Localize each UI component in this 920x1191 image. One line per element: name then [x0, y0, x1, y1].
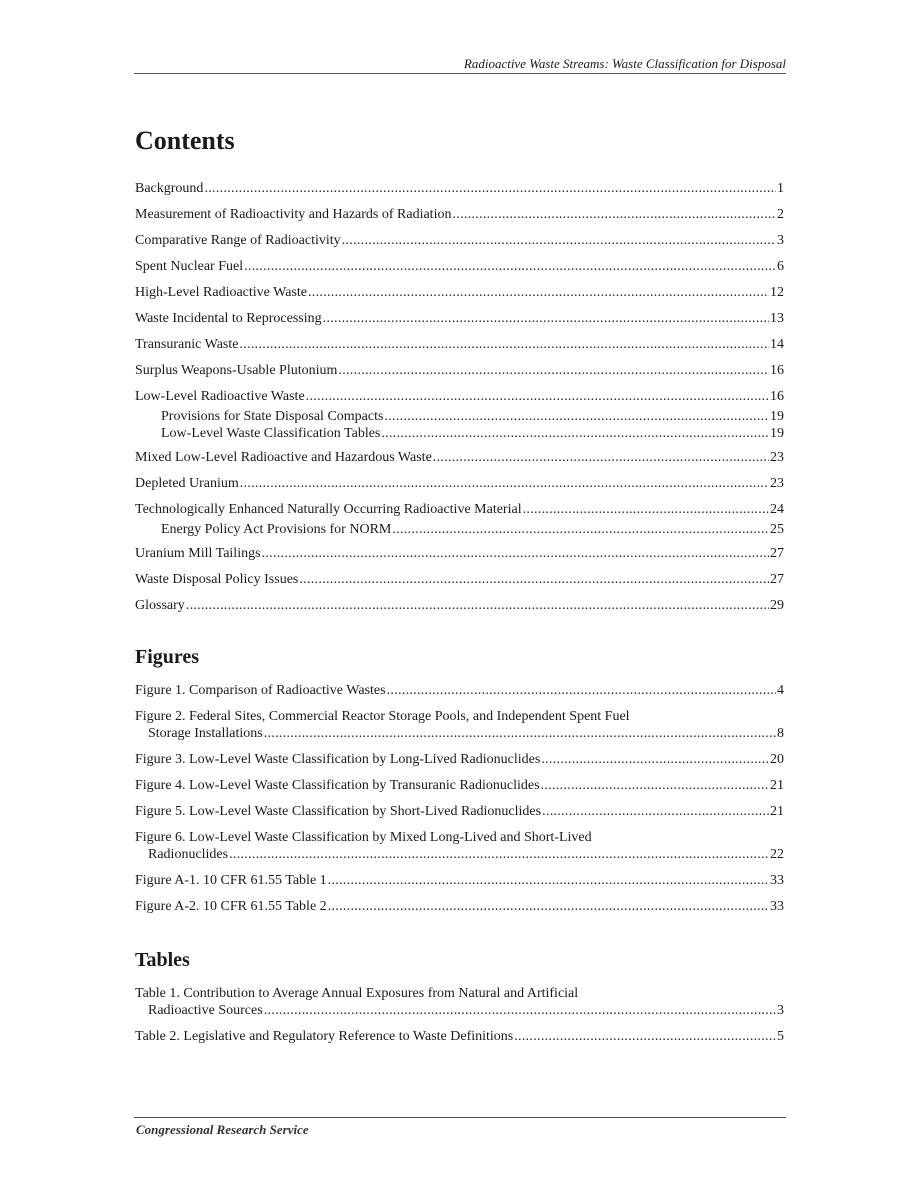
footer-rule [134, 1117, 786, 1118]
leader-dots [381, 425, 769, 442]
leader-dots [306, 388, 769, 405]
toc-label: Figure A-1. 10 CFR 61.55 Table 1 [135, 873, 327, 888]
toc-label: High-Level Radioactive Waste [135, 285, 307, 300]
toc-label: Waste Disposal Policy Issues [135, 572, 299, 587]
page-number: 6 [777, 259, 784, 274]
toc-entry[interactable] [135, 388, 784, 405]
toc-entry[interactable] [135, 501, 784, 518]
contents-list [135, 180, 784, 614]
toc-label: Measurement of Radioactivity and Hazards of Radiation [135, 207, 452, 222]
figures-section [135, 644, 784, 915]
figure-entry[interactable] [135, 872, 784, 889]
leader-dots [541, 777, 769, 794]
page-number: 2 [777, 207, 784, 222]
figure-entry[interactable] [135, 777, 784, 794]
toc-label: Figure A-2. 10 CFR 61.55 Table 2 [135, 899, 327, 914]
page-number: 16 [770, 363, 784, 378]
page-number: 14 [770, 337, 784, 352]
page-number: 8 [777, 726, 784, 741]
figures-heading: Figures [135, 646, 200, 668]
tables-heading: Tables [135, 949, 190, 971]
toc-label: Storage Installations [148, 726, 263, 741]
leader-dots [186, 597, 769, 614]
toc-label: Figure 1. Comparison of Radioactive Wastes [135, 683, 386, 698]
page-number: 21 [770, 778, 784, 793]
toc-entry[interactable] [135, 180, 784, 197]
toc-label: Table 2. Legislative and Regulatory Reference to Waste Definitions [135, 1029, 514, 1044]
toc-label: Low-Level Radioactive Waste [135, 389, 305, 404]
toc-entry[interactable] [135, 258, 784, 275]
toc-entry[interactable] [135, 571, 784, 588]
toc-label: Glossary [135, 598, 185, 613]
toc-label: Figure 5. Low-Level Waste Classification by Short-Lived Radionuclides [135, 804, 542, 819]
tables-section [135, 947, 784, 1045]
toc-label: Surplus Weapons-Usable Plutonium [135, 363, 338, 378]
page-number: 29 [770, 598, 784, 613]
page-number: 27 [770, 546, 784, 561]
page-number: 22 [770, 847, 784, 862]
header-rule [134, 73, 786, 74]
page-number: 25 [770, 522, 784, 537]
leader-dots [387, 682, 776, 699]
leader-dots [328, 898, 769, 915]
toc-label: Energy Policy Act Provisions for NORM [161, 522, 392, 537]
table-entry[interactable] [135, 985, 784, 1019]
toc-label-line1: Figure 2. Federal Sites, Commercial Reactor Storage Pools, and Independent Spent Fuel [135, 709, 630, 724]
page-number: 19 [770, 409, 784, 424]
page-number: 3 [777, 1003, 784, 1018]
page-number: 1 [777, 181, 784, 196]
toc-entry[interactable] [135, 206, 784, 223]
page-number: 24 [770, 502, 784, 517]
leader-dots [264, 725, 776, 742]
toc-label: Transuranic Waste [135, 337, 239, 352]
toc-entry[interactable] [135, 362, 784, 379]
page-number: 33 [770, 873, 784, 888]
figure-entry[interactable] [135, 898, 784, 915]
figure-entry[interactable] [135, 682, 784, 699]
leader-dots [452, 206, 776, 223]
page-number: 12 [770, 285, 784, 300]
figure-entry[interactable] [135, 751, 784, 768]
toc-label: Background [135, 181, 204, 196]
toc-label: Radioactive Sources [148, 1003, 263, 1018]
leader-dots [240, 475, 769, 492]
leader-dots [392, 521, 769, 538]
toc-entry[interactable] [135, 232, 784, 249]
leader-dots [384, 408, 769, 425]
page-number: 5 [777, 1029, 784, 1044]
running-footer: Congressional Research Service [136, 1122, 309, 1137]
leader-dots [323, 310, 769, 327]
toc-label: Mixed Low-Level Radioactive and Hazardous Waste [135, 450, 432, 465]
leader-dots [514, 1028, 776, 1045]
toc-label: Technologically Enhanced Naturally Occurring Radioactive Material [135, 502, 522, 517]
toc-label: Comparative Range of Radioactivity [135, 233, 341, 248]
page-number: 23 [770, 450, 784, 465]
page-number: 21 [770, 804, 784, 819]
figure-entry[interactable] [135, 803, 784, 820]
page-number: 3 [777, 233, 784, 248]
leader-dots [433, 449, 769, 466]
contents-heading: Contents [135, 126, 235, 155]
toc-entry[interactable] [135, 449, 784, 466]
toc-label-line1: Table 1. Contribution to Average Annual Exposures from Natural and Artificial [135, 986, 579, 1001]
running-header: Radioactive Waste Streams: Waste Classification for Disposal [463, 56, 786, 71]
leader-dots [541, 751, 769, 768]
toc-entry[interactable] [135, 597, 784, 614]
figure-entry[interactable] [135, 829, 784, 863]
toc-subentry[interactable] [161, 521, 784, 538]
toc-label: Figure 3. Low-Level Waste Classification by Long-Lived Radionuclides [135, 752, 541, 767]
leader-dots [299, 571, 769, 588]
toc-entry[interactable] [135, 284, 784, 301]
toc-page-content [135, 124, 784, 1054]
leader-dots [523, 501, 769, 518]
leader-dots [264, 1002, 776, 1019]
toc-label: Uranium Mill Tailings [135, 546, 261, 561]
page-number: 4 [777, 683, 784, 698]
page-number: 20 [770, 752, 784, 767]
leader-dots [244, 258, 776, 275]
toc-label: Low-Level Waste Classification Tables [161, 426, 381, 441]
toc-label: Provisions for State Disposal Compacts [161, 409, 384, 424]
toc-label: Depleted Uranium [135, 476, 239, 491]
toc-label: Radionuclides [148, 847, 229, 862]
figure-entry[interactable] [135, 708, 784, 742]
toc-label: Figure 4. Low-Level Waste Classification by Transuranic Radionuclides [135, 778, 540, 793]
leader-dots [204, 180, 776, 197]
page-number: 33 [770, 899, 784, 914]
table-entry[interactable] [135, 1028, 784, 1045]
toc-subentry[interactable] [161, 425, 784, 442]
page-number: 23 [770, 476, 784, 491]
toc-entry[interactable] [135, 545, 784, 562]
leader-dots [262, 545, 769, 562]
leader-dots [328, 872, 769, 889]
toc-label: Waste Incidental to Reprocessing [135, 311, 322, 326]
toc-entry[interactable] [135, 475, 784, 492]
toc-subentry[interactable] [161, 408, 784, 425]
leader-dots [342, 232, 776, 249]
toc-entry[interactable] [135, 310, 784, 327]
leader-dots [338, 362, 769, 379]
page-number: 19 [770, 426, 784, 441]
leader-dots [229, 846, 769, 863]
leader-dots [542, 803, 769, 820]
leader-dots [308, 284, 769, 301]
toc-label: Spent Nuclear Fuel [135, 259, 244, 274]
leader-dots [239, 336, 769, 353]
page-number: 16 [770, 389, 784, 404]
page-number: 13 [770, 311, 784, 326]
toc-entry[interactable] [135, 336, 784, 353]
toc-label-line1: Figure 6. Low-Level Waste Classification by Mixed Long-Lived and Short-Lived [135, 830, 592, 845]
page-number: 27 [770, 572, 784, 587]
